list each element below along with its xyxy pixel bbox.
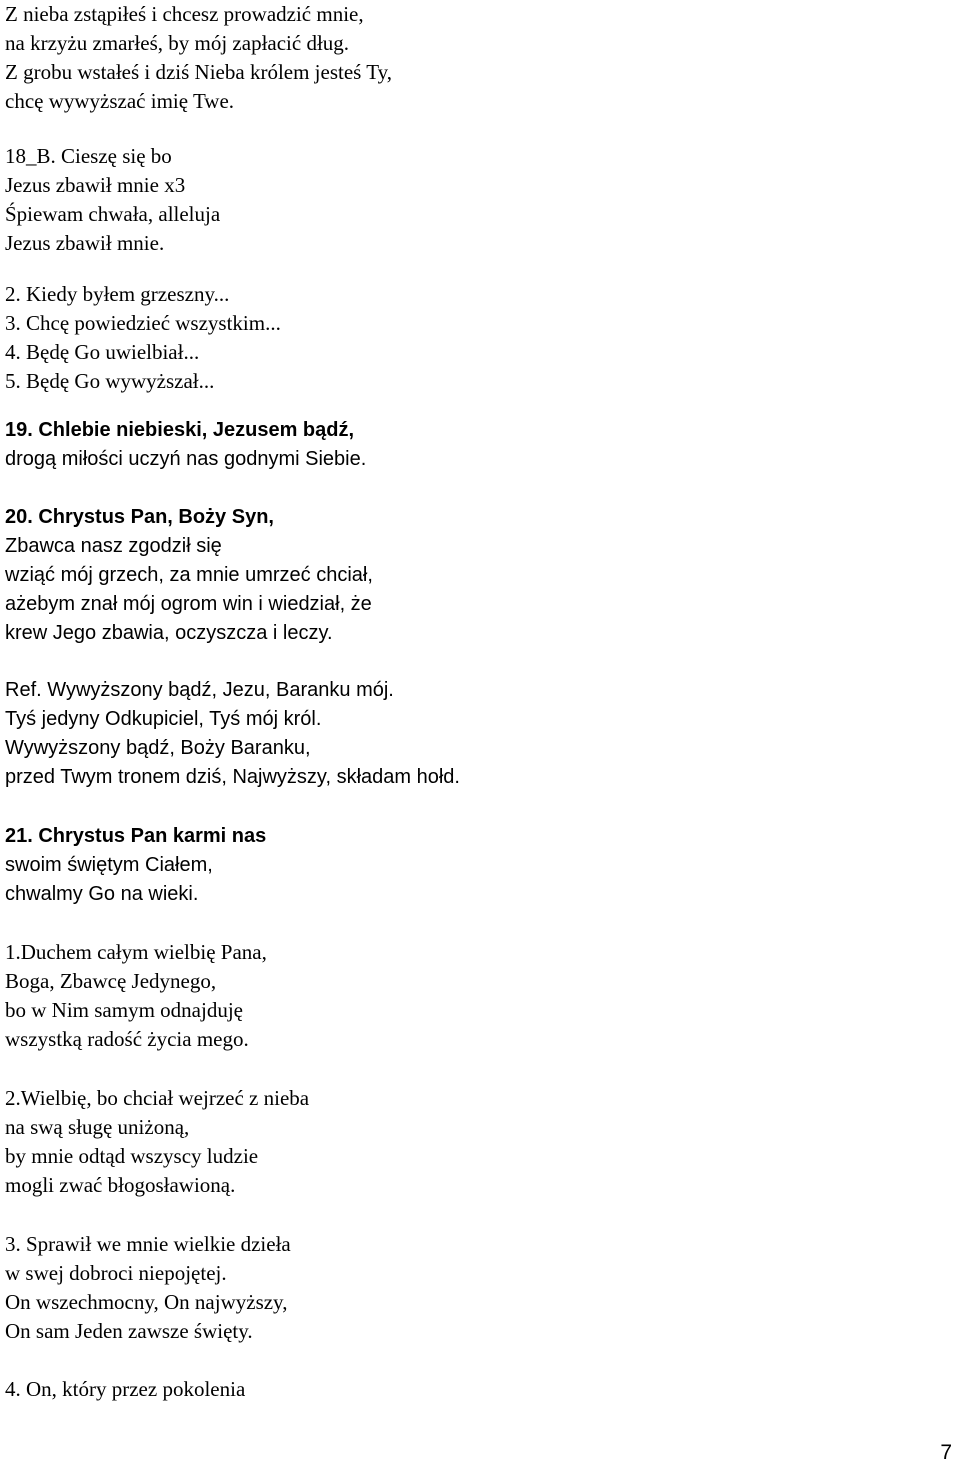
text-line: na krzyżu zmarłeś, by mój zapłacić dług. xyxy=(5,31,350,55)
text-line: 5. Będę Go wywyższał... xyxy=(5,369,215,393)
text-line: mogli zwać błogosławioną. xyxy=(5,1173,236,1197)
song-heading: 20. Chrystus Pan, Boży Syn, xyxy=(5,506,274,528)
text-line: drogą miłości uczyń nas godnymi Siebie. xyxy=(5,448,367,470)
song-heading: 19. Chlebie niebieski, Jezusem bądź, xyxy=(5,419,355,441)
text-line: w swej dobroci niepojętej. xyxy=(5,1261,227,1285)
text-line: bo w Nim samym odnajduję xyxy=(5,998,243,1022)
refrain-line: Ref. Wywyższony bądź, Jezu, Baranku mój. xyxy=(5,679,394,701)
text-line: 2. Kiedy byłem grzeszny... xyxy=(5,282,230,306)
text-line: 2.Wielbię, bo chciał wejrzeć z nieba xyxy=(5,1086,310,1110)
text-line: Boga, Zbawcę Jedynego, xyxy=(5,969,217,993)
text-line: 4. On, który przez pokolenia xyxy=(5,1377,246,1401)
text-line: na swą sługę uniżoną, xyxy=(5,1115,190,1139)
text-line: Śpiewam chwała, alleluja xyxy=(5,202,221,226)
text-line: Wywyższony bądź, Boży Baranku, xyxy=(5,737,311,759)
text-line: Jezus zbawił mnie. xyxy=(5,231,165,255)
text-line: przed Twym tronem dziś, Najwyższy, składam hołd. xyxy=(5,766,460,788)
song-heading: 21. Chrystus Pan karmi nas xyxy=(5,825,267,847)
text-line: wziąć mój grzech, za mnie umrzeć chciał, xyxy=(5,564,373,586)
text-line: Z grobu wstałeś i dziś Nieba królem jesteś Ty, xyxy=(5,60,392,84)
text-line: On wszechmocny, On najwyższy, xyxy=(5,1290,288,1314)
text-line: chwalmy Go na wieki. xyxy=(5,883,199,905)
text-line: swoim świętym Ciałem, xyxy=(5,854,213,876)
text-line: chcę wywyższać imię Twe. xyxy=(5,89,235,113)
text-line: 3. Sprawił we mnie wielkie dzieła xyxy=(5,1232,291,1256)
text-line: 4. Będę Go uwielbiał... xyxy=(5,340,200,364)
text-line: krew Jego zbawia, oczyszcza i leczy. xyxy=(5,622,333,644)
page-number: 7 xyxy=(940,1441,952,1464)
text-line: On sam Jeden zawsze święty. xyxy=(5,1319,253,1343)
text-line: wszystką radość życia mego. xyxy=(5,1027,249,1051)
text-line: 3. Chcę powiedzieć wszystkim... xyxy=(5,311,281,335)
text-line: Tyś jedyny Odkupiciel, Tyś mój król. xyxy=(5,708,322,730)
song-heading: 18_B. Cieszę się bo xyxy=(5,144,172,168)
text-line: Z nieba zstąpiłeś i chcesz prowadzić mnie, xyxy=(5,2,364,26)
text-line: by mnie odtąd wszyscy ludzie xyxy=(5,1144,259,1168)
text-line: ażebym znał mój ogrom win i wiedział, że xyxy=(5,593,372,615)
text-line: Zbawca nasz zgodził się xyxy=(5,535,222,557)
text-line: 1.Duchem całym wielbię Pana, xyxy=(5,940,267,964)
text-line: Jezus zbawił mnie x3 xyxy=(5,173,186,197)
